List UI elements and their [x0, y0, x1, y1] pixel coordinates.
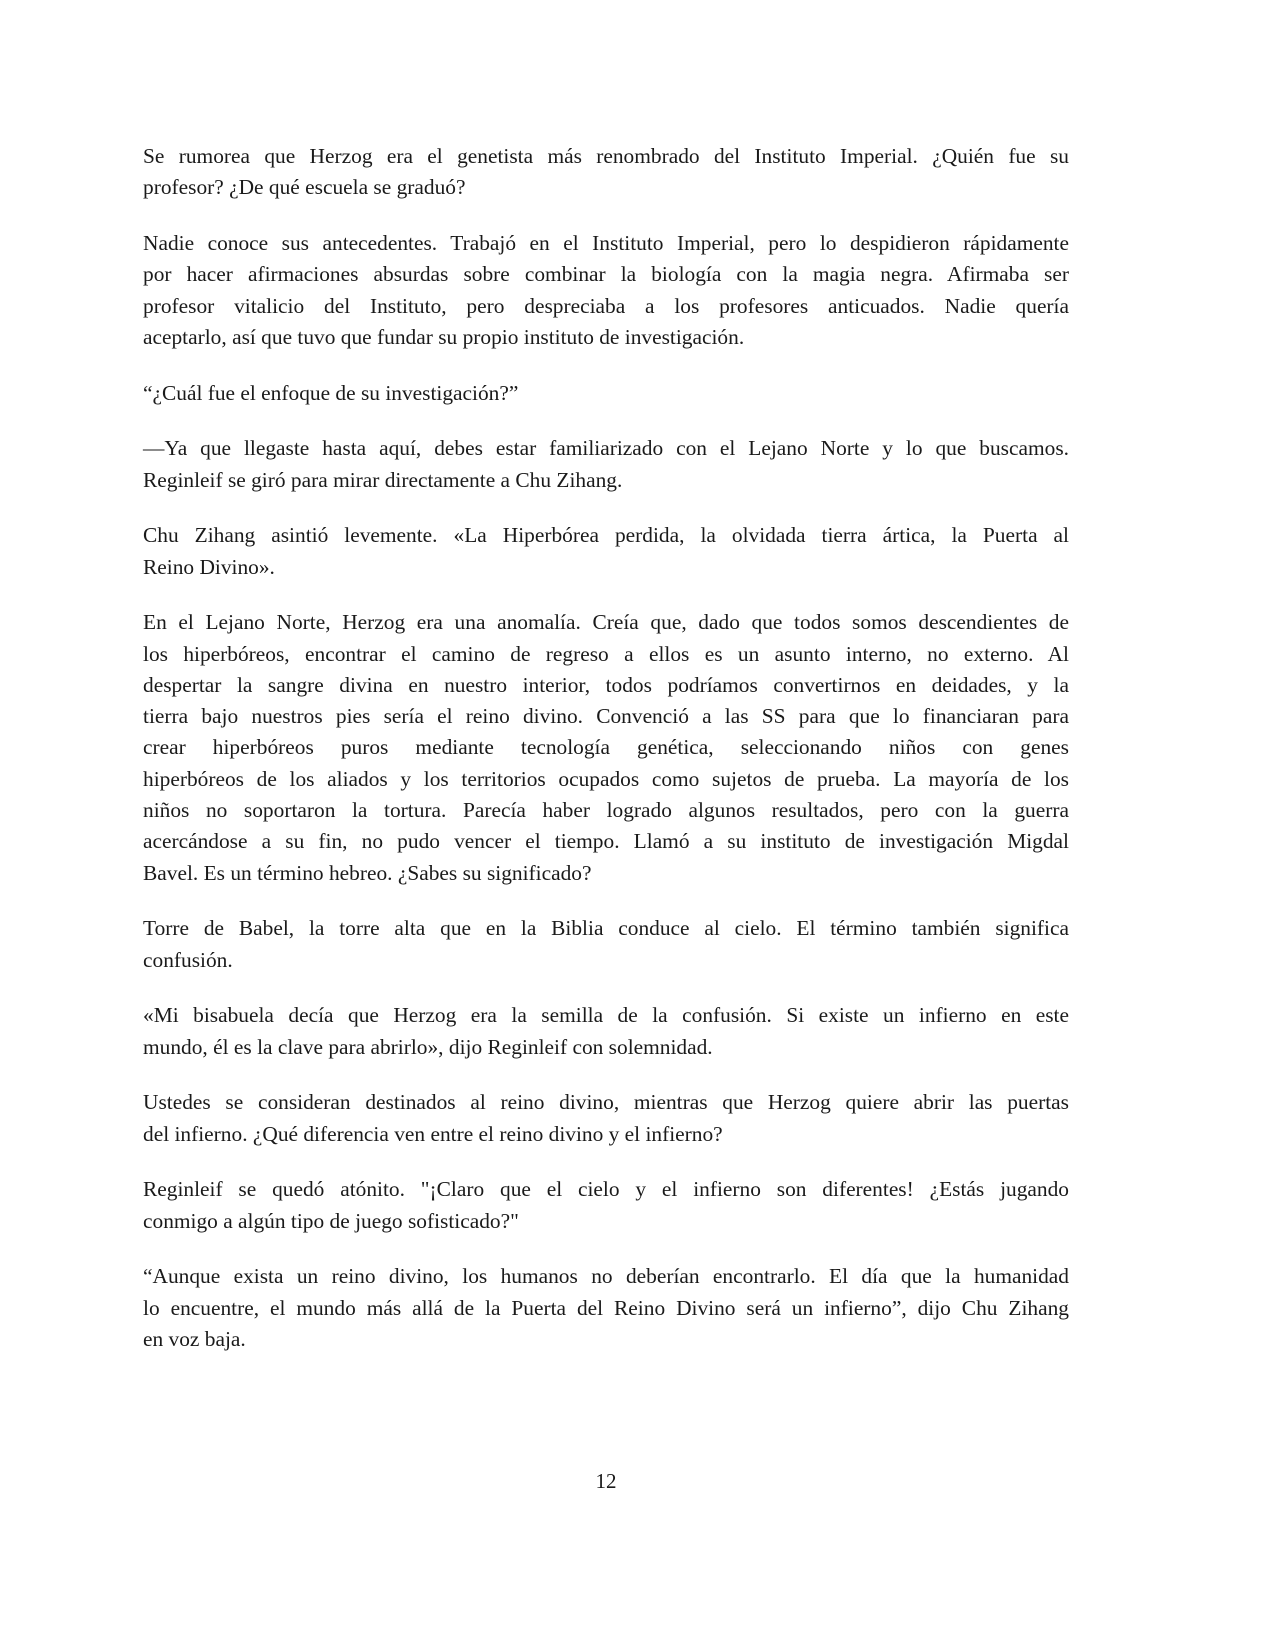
- text-line: aceptarlo, así que tuvo que fundar su propio instituto de investigación.: [143, 324, 745, 349]
- text-line: por hacer afirmaciones absurdas sobre combinar la biología con la magia negra. Afirmaba ser: [143, 262, 1069, 287]
- text-line: Nadie conoce sus antecedentes. Trabajó en el Instituto Imperial, pero lo despidieron rápidamente: [143, 230, 1069, 255]
- text-line: Torre de Babel, la torre alta que en la Biblia conduce al cielo. El término también significa: [143, 916, 1069, 941]
- text-line: los hiperbóreos, encontrar el camino de regreso a ellos es un asunto interno, no externo. Al: [143, 641, 1069, 666]
- text-line: «Mi bisabuela decía que Herzog era la semilla de la confusión. Si existe un infierno en este: [143, 1003, 1069, 1028]
- paragraph: [143, 378, 1069, 409]
- text-line: Chu Zihang asintió levemente. «La Hiperbórea perdida, la olvidada tierra ártica, la Puerta al: [143, 523, 1069, 548]
- text-line: Ustedes se consideran destinados al reino divino, mientras que Herzog quiere abrir las puertas: [143, 1090, 1069, 1115]
- page-body: [143, 141, 1069, 1380]
- text-line: niños no soportaron la tortura. Parecía haber logrado algunos resultados, pero con la guerra: [143, 798, 1069, 822]
- text-line: conmigo a algún tipo de juego sofisticado?": [143, 1208, 519, 1233]
- text-line: “Aunque exista un reino divino, los humanos no deberían encontrarlo. El día que la humanidad: [143, 1264, 1069, 1289]
- text-line: profesor vitalicio del Instituto, pero despreciaba a los profesores anticuados. Nadie quería: [143, 293, 1069, 318]
- paragraph: [143, 1000, 1069, 1063]
- text-line: Se rumorea que Herzog era el genetista más renombrado del Instituto Imperial. ¿Quién fue su: [143, 144, 1069, 168]
- text-line: Reginleif se quedó atónito. "¡Claro que el cielo y el infierno son diferentes! ¿Estás jugando: [143, 1177, 1069, 1202]
- paragraph: [143, 607, 1069, 889]
- text-line: mundo, él es la clave para abrirlo», dijo Reginleif con solemnidad.: [143, 1034, 713, 1059]
- text-line: profesor? ¿De qué escuela se graduó?: [143, 175, 466, 200]
- text-line: Reino Divino».: [143, 554, 275, 579]
- text-line: acercándose a su fin, no pudo vencer el tiempo. Llamó a su instituto de investigación Migdal: [143, 829, 1069, 854]
- page-number: 12: [595, 1469, 617, 1493]
- paragraph: [143, 1174, 1069, 1237]
- paragraph: [143, 1261, 1069, 1355]
- paragraph: [143, 433, 1069, 496]
- paragraph: [143, 913, 1069, 976]
- paragraph: [143, 228, 1069, 353]
- paragraph: [143, 1087, 1069, 1150]
- paragraph: [143, 141, 1069, 204]
- text-line: despertar la sangre divina en nuestro interior, todos podríamos convertirnos en deidades, y la: [143, 672, 1069, 697]
- text-line: hiperbóreos de los aliados y los territorios ocupados como sujetos de prueba. La mayoría de los: [143, 766, 1069, 791]
- text-line: lo encuentre, el mundo más allá de la Puerta del Reino Divino será un infierno”, dijo Chu Zihang: [143, 1295, 1069, 1320]
- text-line: del infierno. ¿Qué diferencia ven entre el reino divino y el infierno?: [143, 1121, 723, 1146]
- text-line: confusión.: [143, 947, 233, 972]
- text-line: Bavel. Es un término hebreo. ¿Sabes su significado?: [143, 860, 592, 885]
- text-line: tierra bajo nuestros pies sería el reino divino. Convenció a las SS para que lo financiaran para: [143, 704, 1069, 729]
- paragraph: [143, 520, 1069, 583]
- text-line: en voz baja.: [143, 1326, 246, 1351]
- text-line: Reginleif se giró para mirar directamente a Chu Zihang.: [143, 467, 623, 492]
- text-line: —Ya que llegaste hasta aquí, debes estar familiarizado con el Lejano Norte y lo que buscamos.: [143, 436, 1069, 461]
- text-line: crear hiperbóreos puros mediante tecnología genética, seleccionando niños con genes: [143, 735, 1069, 760]
- text-line: “¿Cuál fue el enfoque de su investigación?”: [143, 380, 519, 405]
- text-line: En el Lejano Norte, Herzog era una anomalía. Creía que, dado que todos somos descendientes de: [143, 610, 1069, 635]
